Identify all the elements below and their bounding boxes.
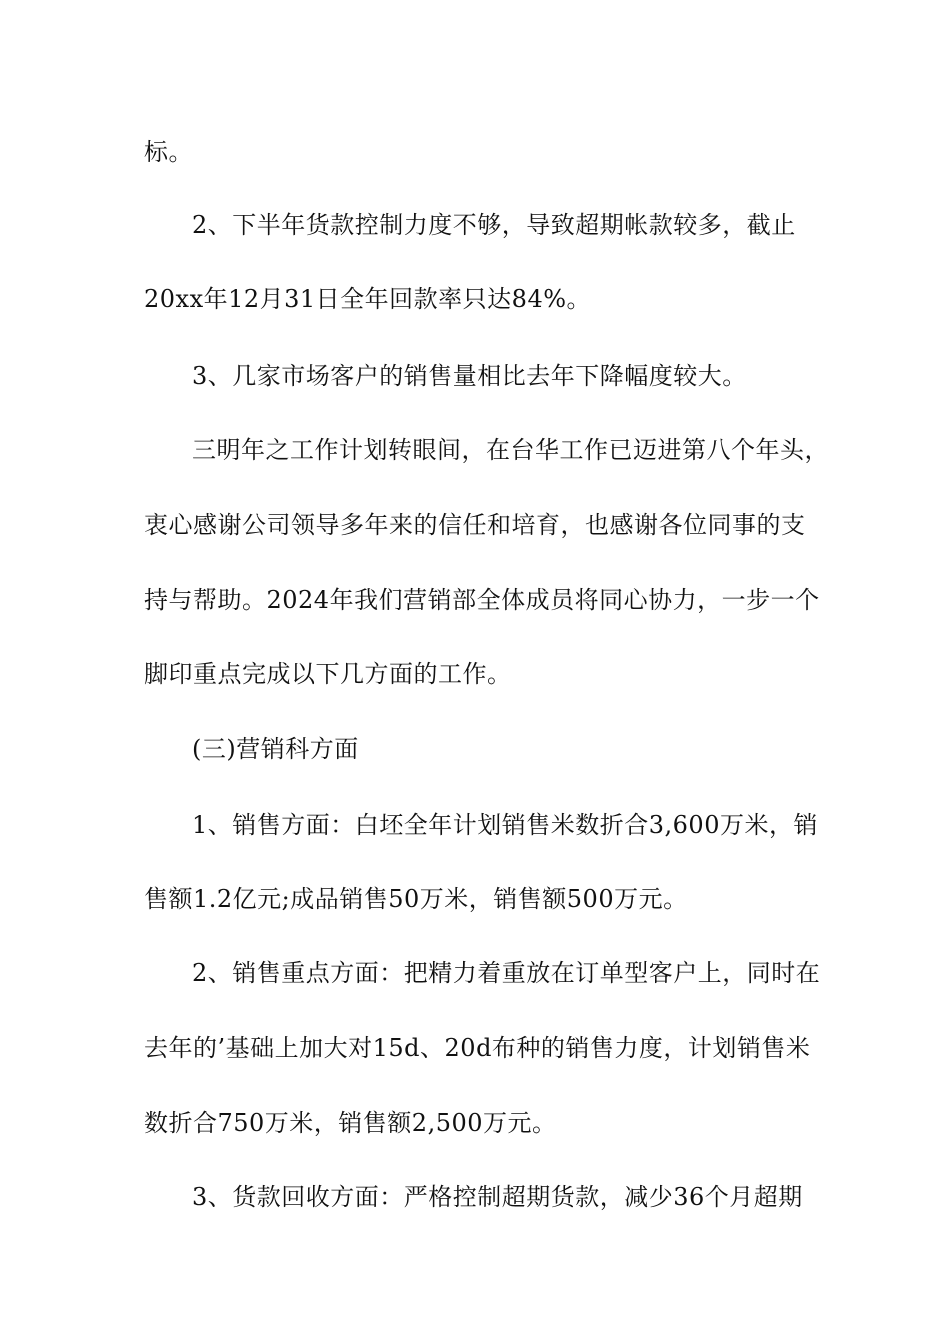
text-line: 售额1.2亿元;成品销售50万米，销售额500万元。: [144, 885, 688, 913]
text-line: 脚印重点完成以下几方面的工作。: [144, 660, 512, 688]
text-line: 标。: [144, 138, 193, 166]
text-line: 数折合750万米，销售额2,500万元。: [144, 1109, 557, 1137]
text-line: 3、几家市场客户的销售量相比去年下降幅度较大。: [192, 362, 747, 390]
text-line: 去年的’基础上加大对15d、20d布种的销售力度，计划销售米: [144, 1034, 811, 1062]
text-line: 持与帮助。2024年我们营销部全体成员将同心协力，一步一个: [144, 586, 820, 614]
text-line: 衷心感谢公司领导多年来的信任和培育，也感谢各位同事的支: [144, 511, 806, 539]
text-line: 2、销售重点方面：把精力着重放在订单型客户上，同时在: [192, 959, 821, 987]
text-line: 20xx年12月31日全年回款率只达84%。: [144, 285, 592, 313]
section-heading: (三)营销科方面: [192, 735, 359, 763]
text-line: 三明年之工作计划转眼间，在台华工作已迈进第八个年头，: [192, 436, 829, 464]
text-line: 2、下半年货款控制力度不够，导致超期帐款较多，截止: [192, 211, 796, 239]
text-line: 3、货款回收方面：严格控制超期货款，减少36个月超期: [192, 1183, 803, 1211]
text-line: 1、销售方面：白坯全年计划销售米数折合3,600万米，销: [192, 811, 818, 839]
